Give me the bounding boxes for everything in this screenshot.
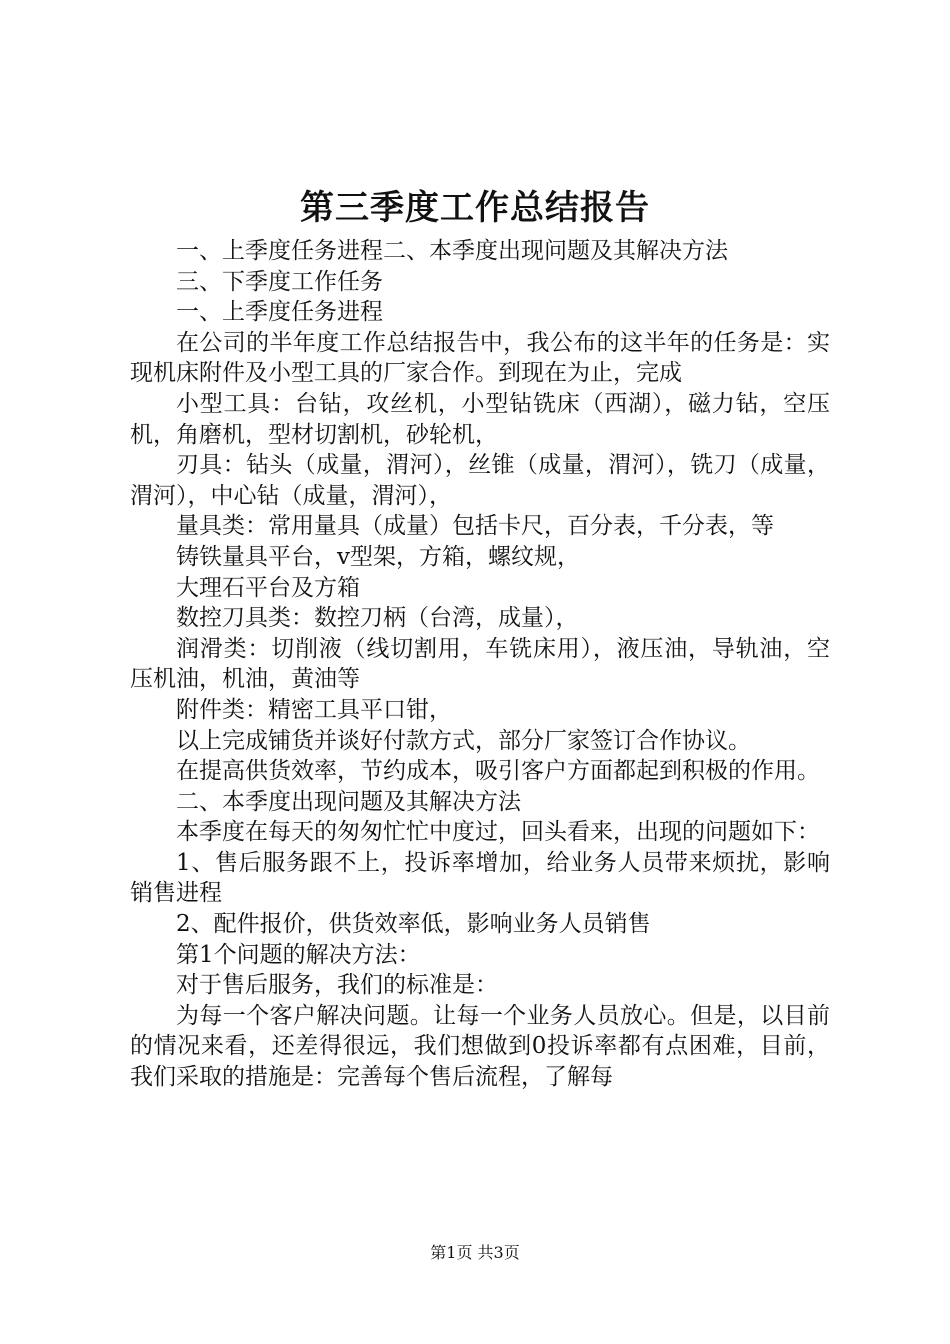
paragraph: 数控刀具类：数控刀柄（台湾，成量）， [176,605,579,632]
paragraph: 刃具：钻头（成量，渭河），丝锥（成量，渭河），铣刀（成量，渭河），中心钻（成量，渭河）， [130,452,830,509]
paragraph: 附件类：精密工具平口钳， [176,696,452,723]
paragraph: 本季度在每天的匆匆忙忙中度过，回头看来，出现的问题如下： [176,819,820,846]
section-heading: 一、上季度任务进程 [176,299,383,326]
section-heading: 二、本季度出现问题及其解决方法 [176,788,521,815]
document-title: 第三季度工作总结报告 [300,188,650,228]
paragraph: 一、上季度任务进程二、本季度出现问题及其解决方法 [176,238,728,264]
paragraph: 在提高供货效率，节约成本，吸引客户方面都起到积极的作用。 [176,758,820,785]
paragraph: 2、配件报价，供货效率低，影响业务人员销售 [176,911,651,938]
paragraph: 在公司的半年度工作总结报告中，我公布的这半年的任务是：实现机床附件及小型工具的厂家合作。到现在为止，完成 [130,329,830,387]
paragraph: 三、下季度工作任务 [176,268,383,295]
paragraph: 对于售后服务，我们的标准是： [176,972,498,999]
paragraph: 润滑类：切削液（线切割用，车铣床用），液压油，导轨油，空压机油，机油，黄油等 [130,635,830,693]
page-number-footer: 第1页 共3页 [430,1243,520,1262]
paragraph: 量具类：常用量具（成量）包括卡尺，百分表，千分表，等 [176,513,774,540]
paragraph: 为每一个客户解决问题。让每一个业务人员放心。但是，以目前的情况来看，还差得很远，我们想做到0投诉率都有点困难，目前，我们采取的措施是：完善每个售后流程，了解每 [130,1002,830,1091]
paragraph: 铸铁量具平台，v型架，方箱，螺纹规， [176,543,580,570]
paragraph: 第1个问题的解决方法： [176,941,421,968]
paragraph: 以上完成铺货并谈好付款方式，部分厂家签订合作协议。 [176,727,751,754]
paragraph: 大理石平台及方箱 [176,574,360,601]
document-body [130,236,830,1093]
paragraph: 小型工具：台钻，攻丝机，小型钻铣床（西湖），磁力钻，空压机，角磨机，型材切割机，砂轮机， [130,390,830,448]
paragraph: 1、售后服务跟不上，投诉率增加，给业务人员带来烦扰，影响销售进程 [130,849,830,907]
